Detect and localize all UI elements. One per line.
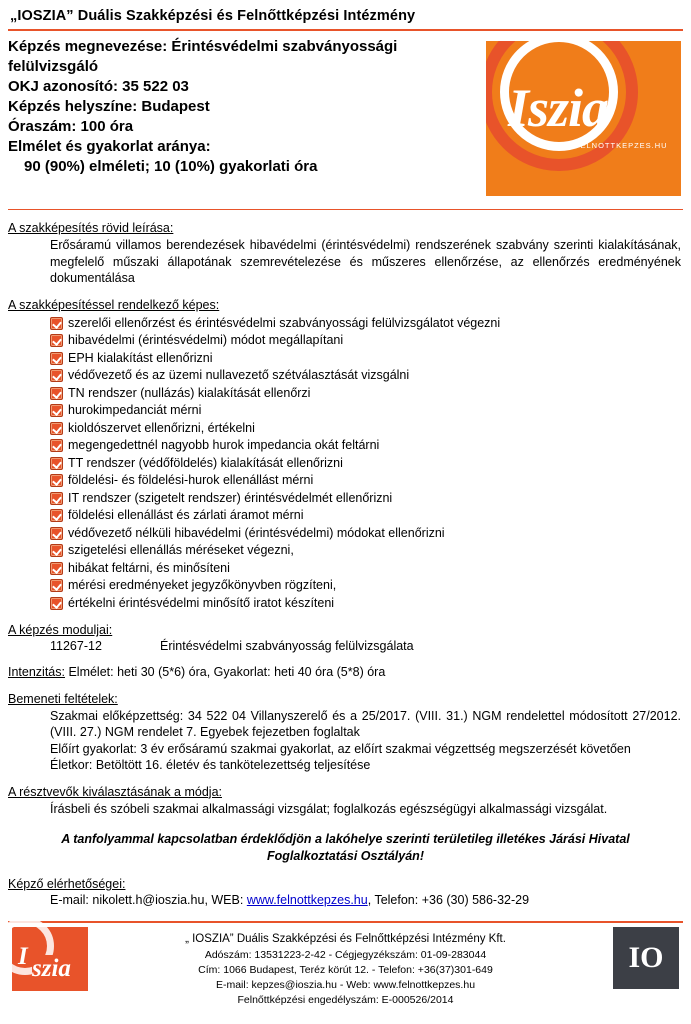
check-box-icon (50, 527, 63, 540)
modules-title: A képzés moduljai: (8, 623, 113, 637)
list-item-label: védővezető nélküli hibavédelmi (érintésvédelmi) módokat ellenőrizni (68, 525, 445, 540)
ioszia-logo (486, 41, 681, 196)
list-item-label: hibákat feltárni, és minősíteni (68, 560, 230, 575)
table-row (8, 639, 683, 653)
list-item-label: kioldószervet ellenőrizni, értékelni (68, 420, 255, 435)
module-name: Érintésvédelmi szabványosság felülvizsgálata (160, 639, 414, 653)
list-item-label: szerelői ellenőrzést és érintésvédelmi szabványossági felülvizsgálatot végezni (68, 315, 501, 330)
check-box-icon (50, 317, 63, 330)
check-box-icon (50, 404, 63, 417)
check-box-icon (50, 387, 63, 400)
section-selection-method (8, 785, 683, 818)
divider-footer (8, 921, 683, 923)
list-item-label: TN rendszer (nullázás) kialakítását ellenőrzi (68, 385, 311, 400)
email-label: E-mail: (50, 893, 93, 908)
footer-email-web: E-mail: kepzes@ioszia.hu - Web: www.felnottkepzes.hu (215, 979, 476, 992)
check-box-icon (50, 509, 63, 522)
list-item (50, 437, 683, 455)
course-hours: Óraszám: 100 óra (8, 117, 134, 135)
check-box-icon (50, 544, 63, 557)
theory-practice-label: Elmélet és gyakorlat aránya: (8, 137, 211, 155)
contact-line (8, 893, 683, 907)
section-intensity (8, 664, 683, 681)
footer-company-name: „ IOSZIA” Duális Szakképzési és Felnőttképzési Intézmény Kft. (185, 933, 506, 946)
check-box-icon (50, 562, 63, 575)
logo-letter-i: I (508, 78, 529, 138)
page-title: „IOSZIA” Duális Szakképzési és Felnőttképzési Intézmény (10, 8, 416, 24)
logo-website: WWW.FELNOTTKEPZES.HU (548, 141, 668, 150)
entry-condition-practice: Előírt gyakorlat: 3 év erősáramú szakmai gyakorlat, az előírt szakmai végzettség megszerzését követően (50, 741, 631, 756)
selection-title: A résztvevők kiválasztásának a módja: (8, 784, 222, 799)
email-value: nikolett.h@ioszia.hu (92, 893, 205, 908)
footer-address: Cím: 1066 Budapest, Teréz körút 12. - Telefon: +36(37)301-649 (198, 964, 493, 977)
okj-id: OKJ azonosító: 35 522 03 (8, 77, 189, 95)
check-box-icon (50, 352, 63, 365)
list-item (50, 367, 683, 385)
list-item-label: EPH kialakítást ellenőrizni (68, 350, 213, 365)
list-item (50, 560, 683, 578)
divider-top (8, 29, 683, 31)
list-item-label: mérési eredményeket jegyzőkönyvben rögzíteni, (68, 578, 337, 592)
web-label: , WEB: (204, 893, 247, 908)
footer-logo-letters-szia: szia (32, 955, 71, 983)
web-link[interactable]: www.felnottkepzes.hu (246, 893, 368, 908)
check-box-icon (50, 457, 63, 470)
io-mark-logo: IO (613, 927, 679, 989)
competences-title: A szakképesítéssel rendelkező képes: (8, 297, 220, 312)
list-item (50, 402, 683, 420)
section-entry-conditions (8, 692, 683, 774)
list-item (50, 332, 683, 350)
theory-practice-value: 90 (90%) elméleti; 10 (10%) gyakorlati óra (24, 157, 318, 175)
list-item (50, 420, 683, 438)
list-item-label: IT rendszer (szigetelt rendszer) érintésvédelmét ellenőrizni (68, 490, 393, 505)
check-box-icon (50, 369, 63, 382)
check-box-icon (50, 597, 63, 610)
course-header-block (8, 37, 683, 209)
entry-condition-age: Életkor: Betöltött 16. életév és tankötelezettség teljesítése (50, 758, 371, 773)
entry-condition-qualification: Szakmai előképzettség: 34 522 04 Villanyszerelő és a 25/2017. (VIII. 31.) NGM rendelettel módosított 27/2012. (VIII. 27.) NGM rendelet 7. Egyebek fejezetben foglaltak (50, 708, 681, 740)
check-box-icon (50, 334, 63, 347)
list-item-label: hurokimpedanciát mérni (68, 403, 202, 417)
competences-list (8, 315, 683, 613)
list-item-label: védővezető és az üzemi nullavezető szétválasztását vizsgálni (68, 368, 410, 382)
phone-label: , Telefon: (367, 893, 422, 908)
check-box-icon (50, 579, 63, 592)
emphasis-note: A tanfolyammal kapcsolatban érdeklődjön a lakóhelye szerinti területileg illetékes Járási Hivatal Foglalkoztatási Osztályán! (61, 832, 630, 864)
list-item (50, 525, 683, 543)
list-item (50, 350, 683, 368)
list-item-label: szigetelési ellenállás méréseket végezni, (68, 543, 294, 557)
list-item-label: hibavédelmi (érintésvédelmi) módot megállapítani (68, 333, 344, 347)
intensity-label: Intenzitás: (8, 665, 65, 679)
list-item (50, 385, 683, 403)
check-box-icon (50, 422, 63, 435)
list-item-label: megengedettnél nagyobb hurok impedancia okát feltárni (68, 438, 380, 452)
list-item (50, 577, 683, 595)
section-modules (8, 623, 683, 653)
course-header-text (8, 37, 463, 177)
short-description-body: Erősáramú villamos berendezések hibavédelmi (érintésvédelmi) rendszerének szabvány szerinti kialakításának, megfelelő műszaki állapotának szemrevételezése és műszeres ellenőrzése, az ellenőrzés eredményének dokumentálása (50, 238, 681, 285)
footer-logo (12, 927, 88, 991)
check-box-icon (50, 474, 63, 487)
module-code: 11267-12 (50, 639, 102, 653)
list-item (50, 472, 683, 490)
page-footer (8, 921, 683, 1009)
phone-value: +36 (30) 586-32-29 (421, 893, 530, 908)
footer-licence-number: Felnőttképzési engedélyszám: E-000526/2014 (237, 994, 454, 1007)
course-location: Képzés helyszíne: Budapest (8, 97, 210, 115)
list-item (50, 542, 683, 560)
footer-logo-letter-i: I (18, 943, 28, 971)
list-item-label: értékelni érintésvédelmi minősítő iratot készíteni (68, 595, 335, 610)
selection-body: Írásbeli és szóbeli szakmai alkalmassági vizsgálat; foglalkozás egészségügyi alkalmassági vizsgálat. (50, 801, 608, 816)
contact-title: Képző elérhetőségei: (8, 877, 126, 892)
course-name: Képzés megnevezése: Érintésvédelmi szabványossági felülvizsgáló (8, 38, 398, 75)
footer-company-info (8, 929, 683, 1009)
list-item-label: földelési ellenállást és zárlati áramot mérni (68, 508, 304, 522)
footer-tax-number: Adószám: 13531223-2-42 - Cégjegyzékszám: 01-09-283044 (204, 948, 487, 961)
list-item-label: földelési- és földelési-hurok ellenállást mérni (68, 473, 314, 487)
check-box-icon (50, 439, 63, 452)
list-item (50, 507, 683, 525)
short-description-title: A szakképesítés rövid leírása: (8, 221, 174, 235)
list-item (50, 595, 683, 613)
list-item-label: TT rendszer (védőföldelés) kialakítását ellenőrizni (68, 455, 343, 470)
entry-conditions-title: Bemeneti feltételek: (8, 691, 118, 706)
section-short-description (8, 221, 683, 287)
check-box-icon (50, 492, 63, 505)
list-item (50, 490, 683, 508)
list-item (50, 315, 683, 333)
intensity-value: Elmélet: heti 30 (5*6) óra, Gyakorlat: heti 40 óra (5*8) óra (64, 665, 386, 679)
logo-wordmark (508, 77, 608, 139)
section-contact (8, 877, 683, 907)
logo-letters-szia: szia (528, 78, 609, 138)
divider-under-header (8, 209, 683, 210)
section-competences (8, 298, 683, 613)
list-item (50, 455, 683, 473)
